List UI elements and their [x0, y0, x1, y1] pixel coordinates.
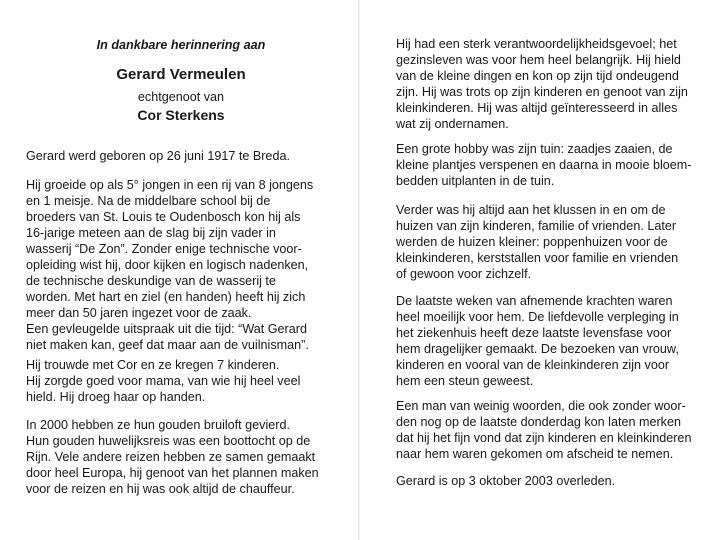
text-line: Gerard is op 3 oktober 2003 overleden.: [396, 474, 616, 488]
in-memoriam-line: In dankbare herinnering aan: [96, 38, 266, 52]
text-line: of gewoon voor zichzelf.: [396, 267, 532, 281]
text-line: niet maken kan, geef dat maar aan de vuilnisman”.: [26, 338, 309, 352]
craft-paragraph: [396, 202, 678, 282]
text-line: worden. Met hart en ziel (en handen) heeft hij zich: [26, 290, 306, 304]
text-line: de technische deskundige van de wasserij te: [26, 274, 276, 288]
text-line: In 2000 hebben ze hun gouden bruiloft gevierd.: [26, 418, 290, 432]
text-line: wasserij “De Zon”. Zonder enige technische voor-: [26, 242, 302, 256]
text-line: Hij zorgde goed voor mama, van wie hij heel veel: [26, 374, 301, 388]
farewell-paragraph: [396, 398, 691, 462]
marriage-paragraph: [26, 357, 300, 405]
text-line: hield. Hij droeg haar op handen.: [26, 390, 206, 404]
text-line: heel moeilijk voor hem. De liefdevolle verpleging in: [396, 310, 679, 324]
youth-paragraph: [26, 177, 313, 353]
text-line: kleinkinderen. Hij was altijd geïnteresseerd in alles: [396, 101, 678, 115]
text-line: voor de reizen en hij was ook altijd de chauffeur.: [26, 482, 295, 496]
text-line: door heel Europa, hij genoot van het plannen maken: [26, 466, 319, 480]
text-line: het ziekenhuis heeft deze laatste levensfase voor: [396, 326, 672, 340]
text-line: huizen van zijn kinderen, familie of vrienden. Later: [396, 219, 677, 233]
character-paragraph: [396, 36, 688, 132]
text-line: dat hij het fijn vond dat zijn kinderen en kleinkinderen: [396, 431, 692, 445]
relation-line: echtgenoot van: [137, 90, 225, 104]
final-weeks-paragraph: [396, 293, 679, 389]
death-paragraph: [396, 473, 615, 489]
text-line: den nog op de laatste donderdag kon laten merken: [396, 415, 681, 429]
text-line: en 1 meisje. Na de middelbare school bij de: [26, 194, 271, 208]
text-line: wat zij ondernamen.: [396, 117, 509, 131]
card-fold-line: [358, 0, 360, 540]
text-line: Gerard werd geboren op 26 juni 1917 te Breda.: [26, 149, 290, 163]
birth-paragraph: [26, 148, 290, 164]
text-line: kleine plantjes verspenen en daarna in mooie bloem-: [396, 158, 692, 172]
deceased-name: Gerard Vermeulen: [116, 66, 246, 83]
text-line: 16-jarige meteen aan de slag bij zijn vader in: [26, 226, 276, 240]
text-line: Een man van weinig woorden, die ook zonder woor-: [396, 399, 686, 413]
text-line: van de kleine dingen en kon op zijn tijd ondeugend: [396, 69, 679, 83]
text-line: werden de huizen kleiner: poppenhuizen voor de: [396, 235, 668, 249]
text-line: Een grote hobby was zijn tuin: zaadjes zaaien, de: [396, 142, 673, 156]
text-line: kleinkinderen, kerststallen voor familie en vrienden: [396, 251, 679, 265]
text-line: broeders van St. Louis te Oudenbosch kon hij als: [26, 210, 301, 224]
text-line: hem dragelijker gemaakt. De bezoeken van vrouw,: [396, 342, 679, 356]
spouse-name: Cor Sterkens: [137, 107, 225, 123]
text-line: Hij groeide op als 5° jongen in een rij van 8 jongens: [26, 178, 314, 192]
text-line: Verder was hij altijd aan het klussen in en om de: [396, 203, 666, 217]
text-line: Hij trouwde met Cor en ze kregen 7 kinderen.: [26, 358, 280, 372]
text-line: meer dan 50 jaren ingezet voor de zaak.: [26, 306, 252, 320]
garden-paragraph: [396, 141, 691, 189]
text-line: Hun gouden huwelijksreis was een boottocht op de: [26, 434, 311, 448]
text-line: kinderen en vooral van de kleinkinderen zijn voor: [396, 358, 670, 372]
text-line: gezinsleven was voor hem heel belangrijk. Hij hield: [396, 53, 681, 67]
text-line: zijn. Hij was trots op zijn kinderen en genoot van zijn: [396, 85, 688, 99]
text-line: De laatste weken van afnemende krachten waren: [396, 294, 673, 308]
text-line: opleiding wist hij, door kijken en logisch nadenken,: [26, 258, 309, 272]
text-line: naar hem waren gekomen om afscheid te nemen.: [396, 447, 674, 461]
text-line: Een gevleugelde uitspraak uit die tijd: “Wat Gerard: [26, 322, 307, 336]
text-line: bedden uitplanten in de tuin.: [396, 174, 555, 188]
text-line: Rijn. Vele andere reizen hebben ze samen gemaakt: [26, 450, 316, 464]
text-line: hem een steun geweest.: [396, 374, 534, 388]
text-line: Hij had een sterk verantwoordelijkheidsgevoel; het: [396, 37, 677, 51]
golden-wedding-paragraph: [26, 417, 319, 497]
